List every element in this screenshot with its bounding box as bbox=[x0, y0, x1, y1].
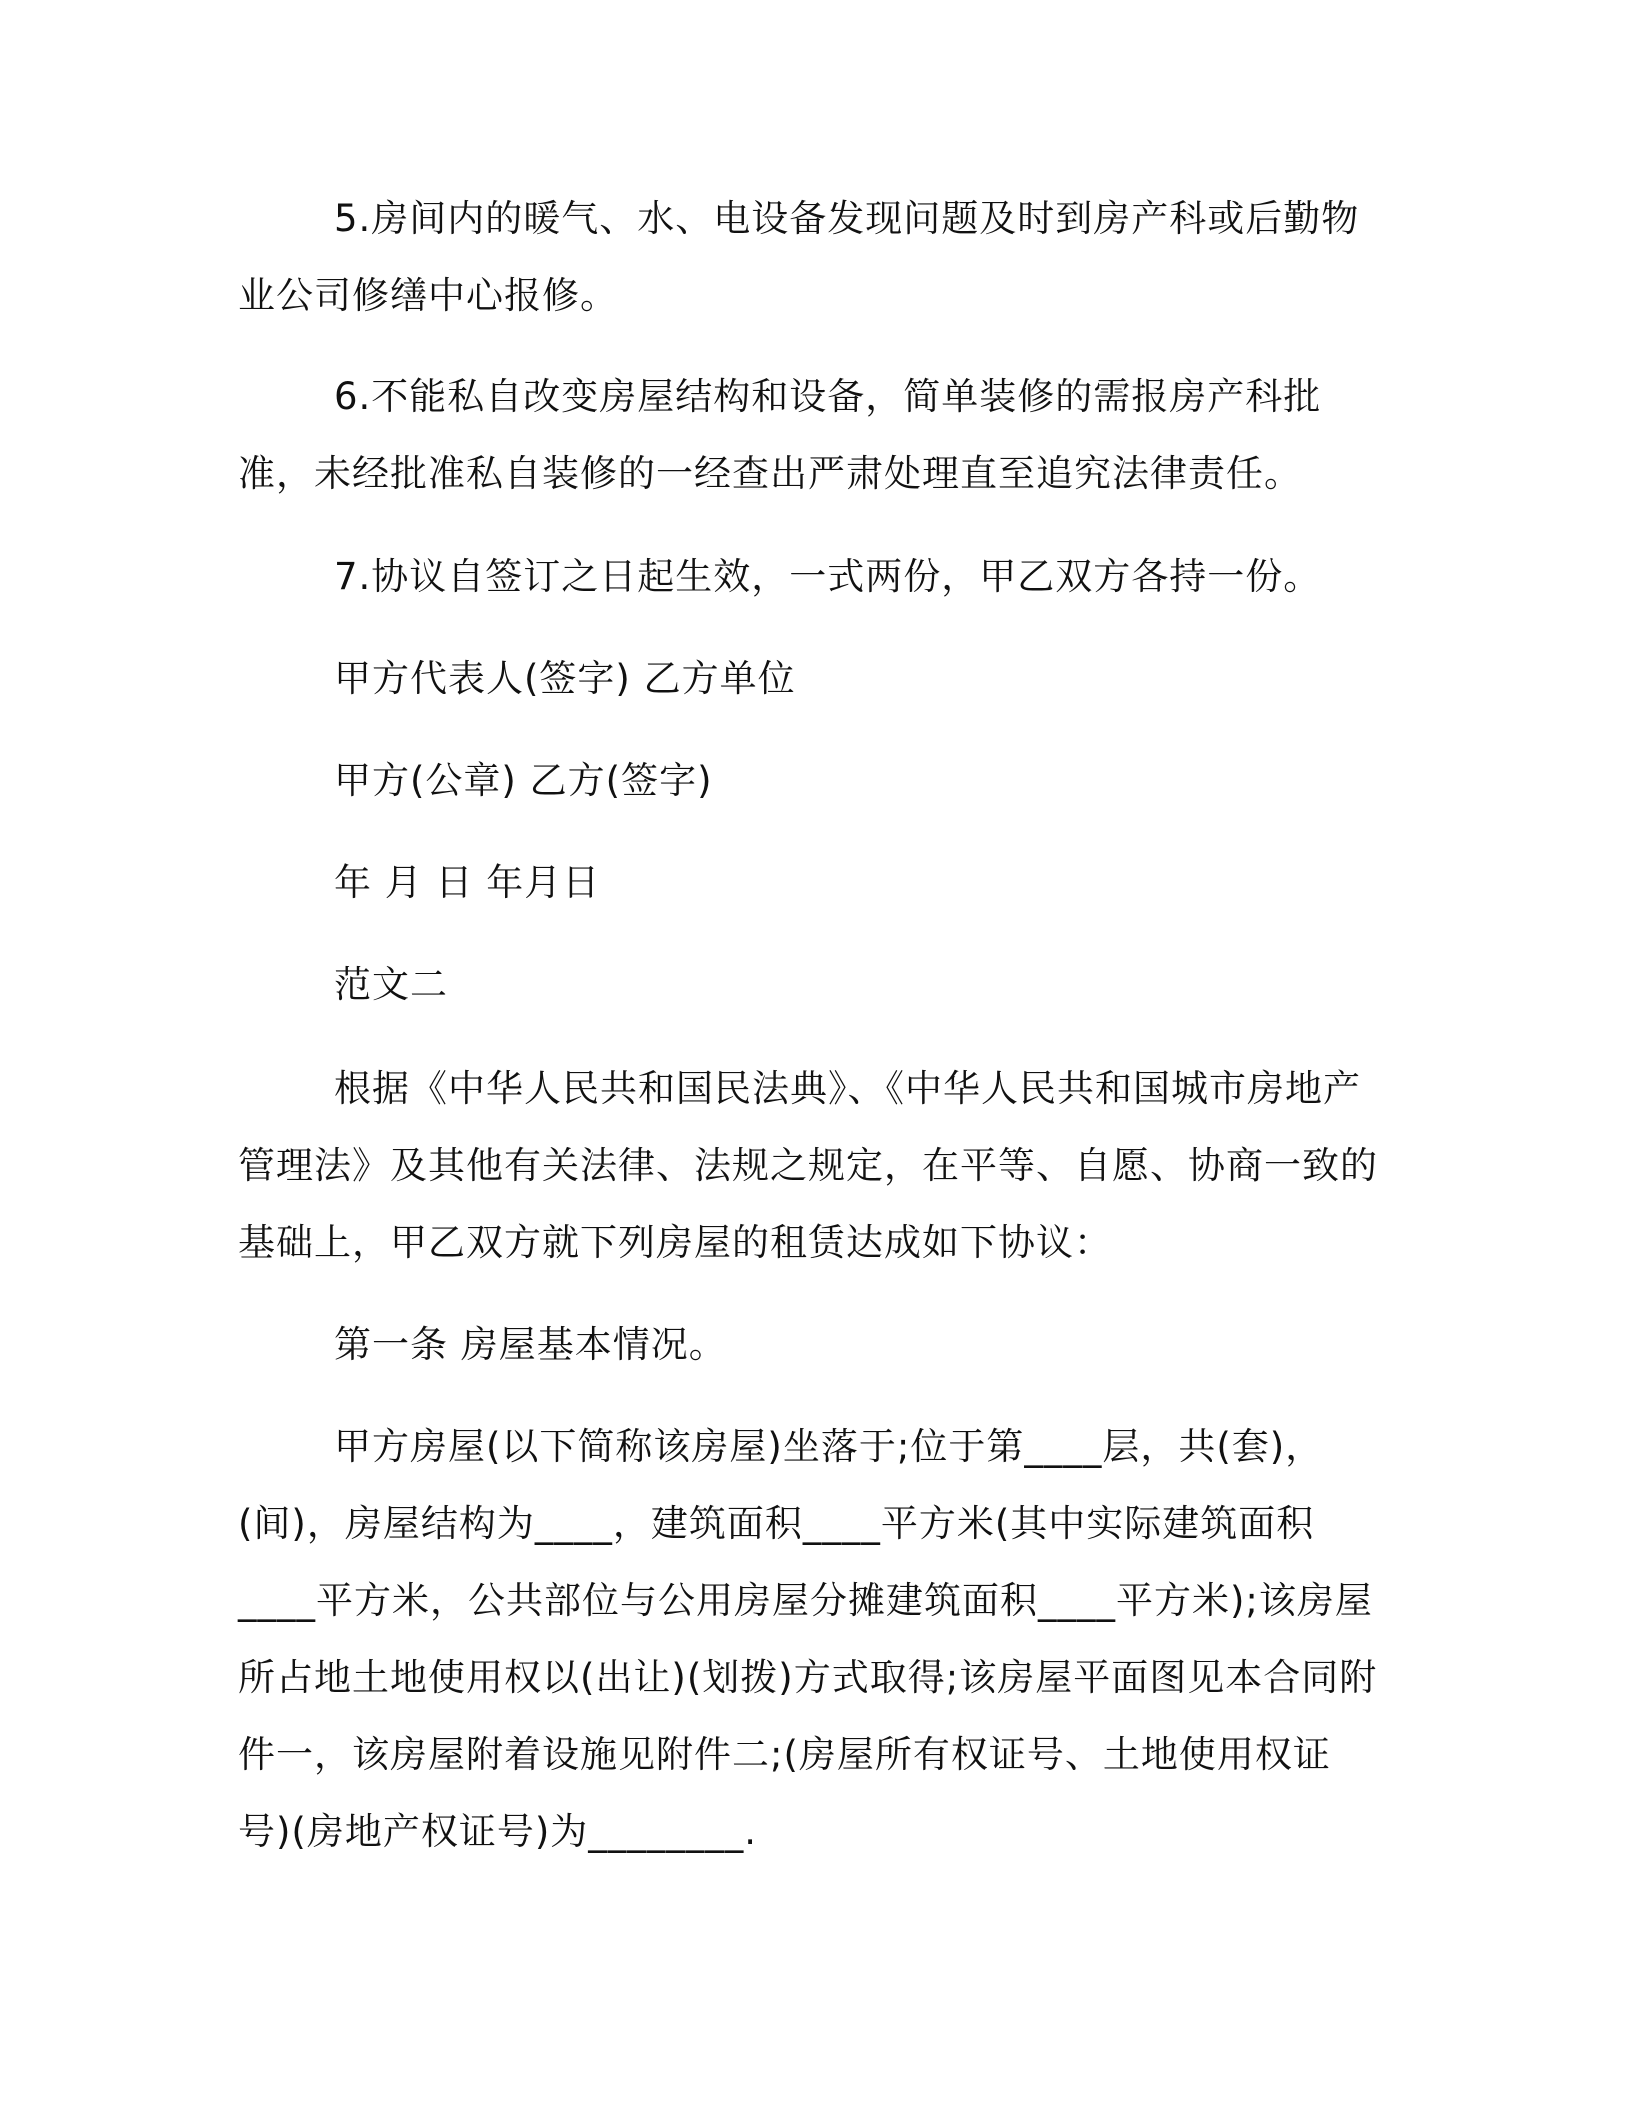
paragraph-house-details: 甲方房屋(以下简称该房屋)坐落于;位于第____层，共(套)，(间)，房屋结构为____，建筑面积____平方米(其中实际建筑面积____平方米，公共部位与公用房屋分摊建筑面积____平方米);该房屋所占地土地使用权以(出让)(划拨)方式取得;该房屋平面图见本合同附件一，该房屋附着设施见附件二;(房屋所有权证号、土地使用权证号)(房地产权证号)为________. bbox=[238, 1425, 1378, 1853]
paragraph-item-6: 6.不能私自改变房屋结构和设备，简单装修的需报房产科批准，未经批准私自装修的一经查出严肃处理直至追究法律责任。 bbox=[238, 375, 1322, 495]
paragraph-item-5: 5.房间内的暖气、水、电设备发现问题及时到房产科或后勤物业公司修缮中心报修。 bbox=[238, 197, 1360, 317]
signature-line-seal: 甲方(公章) 乙方(签字) bbox=[334, 759, 713, 802]
signature-line-representative: 甲方代表人(签字) 乙方单位 bbox=[334, 657, 796, 700]
paragraph-item-7: 7.协议自签订之日起生效，一式两份，甲乙双方各持一份。 bbox=[334, 555, 1322, 598]
article-heading: 第一条 房屋基本情况。 bbox=[334, 1323, 727, 1366]
date-line: 年 月 日 年月日 bbox=[334, 861, 601, 904]
paragraph-preamble: 根据《中华人民共和国民法典》、《中华人民共和国城市房地产管理法》及其他有关法律、法规之规定，在平等、自愿、协商一致的基础上，甲乙双方就下列房屋的租赁达成如下协议： bbox=[238, 1067, 1378, 1264]
section-heading: 范文二 bbox=[334, 963, 448, 1006]
